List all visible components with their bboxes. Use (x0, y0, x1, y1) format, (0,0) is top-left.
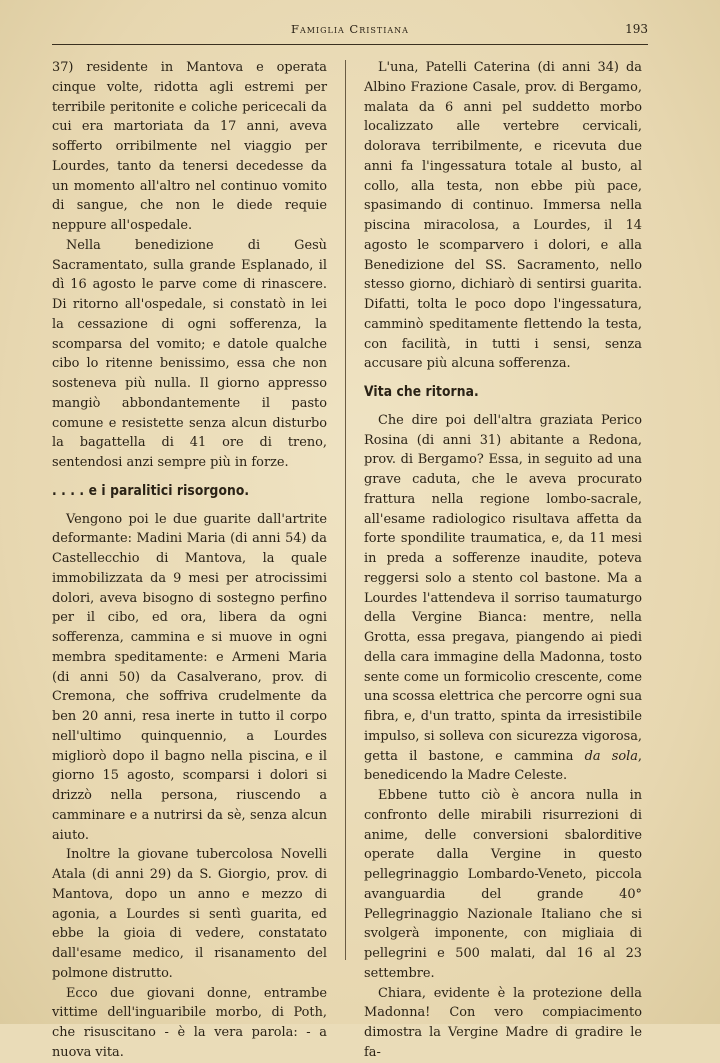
paragraph-text: Che dire poi dell'altra graziata Perico Rosina (di anni 31) abitante a Redona, prov. di Bergamo? Essa, in seguito ad una grave caduta, che le aveva procurato frattura nella regione lombo-sacrale, all'esame radiologico risultava affetta da forte spondilite traumatica, e, da 11 mesi in preda a sofferenze inaudite, poteva reggersi solo a stento col bastone. Ma a Lourdes l'attendeva il sorriso taumaturgo della Vergine Bianca: mentre, nella Grotta, essa pregava, piangendo ai piedi della cara immagine della Madonna, tosto sente come un formicolio crescente, come una scossa elettrica che percorre ogni sua fibra, e, d'un tratto, spinta da irresistibile impulso, si solleva con sicurezza vigorosa, getta il bastone, e cammina (364, 412, 642, 764)
paragraph: L'una, Patelli Caterina (di anni 34) da Albino Frazione Casale, prov. di Bergamo, malata da 6 anni pel suddetto morbo localizzato alle vertebre cervicali, dolorava terribilmente, e ricevuta due anni fa l'ingessatura totale al busto, al collo, alla testa, non ebbe più pace, spasimando di continuo. Immersa nella piscina miracolosa, a Lourdes, il 14 agosto le scomparvero i dolori, e alla Benedizione del SS. Sacramento, nello stesso giorno, dichiarò di sentirsi guarita. Difatti, tolta le poco dopo l'ingessatura, camminò speditamente flettendo la testa, con facilità, in tutti i sensi, senza accusare più alcuna sofferenza. (364, 60, 642, 372)
paragraph: Nella benedizione di Gesù Sacramentato, sulla grande Esplanado, il dì 16 agosto le parve come di rinascere. Di ritorno all'ospedale, si constatò in lei la cessazione di ogni sofferenza, la scomparsa del vomito; e datole qualche cibo lo ritenne benissimo, essa che non sosteneva più nulla. Il giorno appresso mangiò abbondantemente il pasto comune e resistette senza alcun disturbo la bagattella di 41 ore di treno, sentendosi anzi sempre più in forze. (52, 237, 327, 470)
paragraph: Inoltre la giovane tubercolosa Novelli Atala (di anni 29) da S. Giorgio, prov. di Mantova, dopo un anno e mezzo di agonia, a Lourdes si sentì guarita, ed ebbe la gioia di vedere, constatato dall'esame medico, il risanamento del polmone distrutto. (52, 847, 327, 981)
section-heading: . . . . e i paralitici risorgono. (52, 482, 250, 499)
paragraph: Ebbene tutto ciò è ancora nulla in confronto delle mirabili risurrezioni di anime, delle conversioni sbalorditive operate dalla Vergine in questo pellegrinaggio Lombardo-Veneto, piccola avanguardia del grande 40° Pellegrinaggio Nazionale Italiano che si svolgerà imponente, con migliaia di pellegrini e 500 malati, dal 16 al 23 settembre. (364, 788, 642, 981)
column-divider (345, 60, 346, 960)
paragraph: Ecco due giovani donne, entrambe vittime dell'inguaribile morbo, di Poth, che risuscitano - è la vera parola: - a nuova vita. (52, 985, 327, 1060)
running-title: Famiglia Cristiana (291, 22, 409, 36)
paragraph-text: , benedicendo la Madre Celeste. (364, 748, 642, 784)
paragraph: 37) residente in Mantova e operata cinque volte, ridotta agli estremi per terribile peritonite e coliche pericecali da cui era martoriata da 17 anni, aveva sofferto orribilmente nel viaggio per Lourdes, tanto da tenersi decedesse da un momento all'altro nel continuo vomito di sangue, che non le diede requie neppure all'ospedale. (52, 60, 327, 233)
header-rule (52, 44, 648, 45)
left-column (52, 58, 327, 1063)
page-number: 193 (625, 22, 648, 36)
paragraph: Vengono poi le due guarite dall'artrite deformante: Madini Maria (di anni 54) da Castellecchio di Mantova, la quale immobilizzata da 9 mesi per atrocissimi dolori, aveva bisogno di sostegno perfino per il cibo, ed ora, libera da ogni sofferenza, cammina e si muove in ogni membra speditamente: e Armeni Maria (di anni 50) da Casalverano, prov. di Cremona, che soffriva crudelmente da ben 20 anni, resa inerte in tutto il corpo nell'ultimo quinquennio, a Lourdes migliorò dopo il bagno nella piscina, e il giorno 15 agosto, scomparsi i dolori si drizzò nella persona, riuscendo a camminare e a nutrirsi da sè, senza alcun aiuto. (52, 511, 327, 843)
page-header (52, 22, 648, 42)
paragraph (364, 411, 642, 786)
section-heading: Vita che ritorna. (364, 384, 479, 400)
right-column (364, 58, 642, 1063)
italic-phrase: da sola (584, 748, 638, 764)
paragraph: Chiara, evidente è la protezione della Madonna! Con vero compiacimento dimostra la Vergine Madre di gradire le fa- (364, 985, 642, 1060)
